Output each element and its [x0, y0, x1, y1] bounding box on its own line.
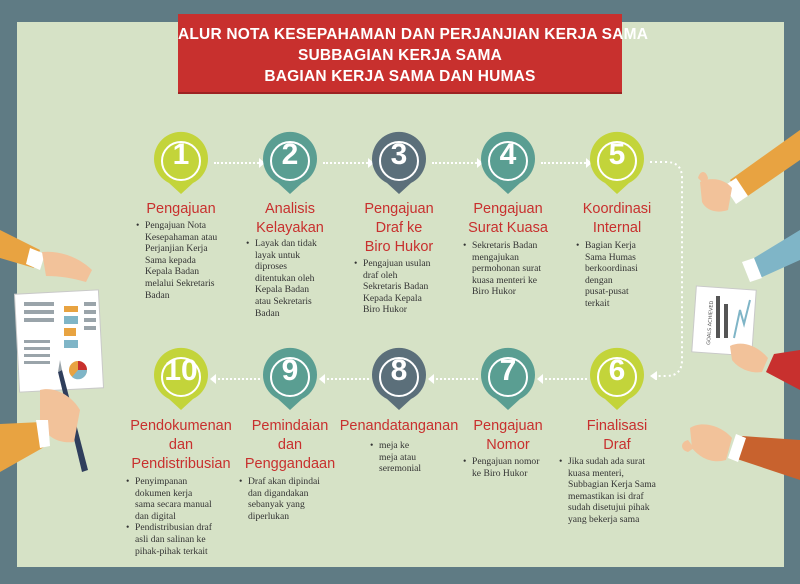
description-text: diperlukan — [248, 510, 290, 522]
title-line-2: SUBBAGIAN KERJA SAMA — [297, 47, 503, 64]
description-text: terkait — [585, 297, 610, 309]
description-text: Layak dan tidak — [255, 238, 317, 249]
description-text: Bagian Kerja — [585, 240, 636, 251]
step-1-title — [126, 200, 236, 219]
bullet-icon: • — [354, 258, 358, 269]
right-paper-label: GOALS ACHIEVED — [706, 300, 716, 346]
step-9-title-line: Pemindaian — [251, 418, 329, 434]
arrow-9-10-icon — [210, 374, 216, 384]
title-banner — [178, 14, 649, 92]
description-line — [354, 281, 454, 293]
step-3-title-line: Draf ke — [375, 220, 423, 236]
step-6-pin — [588, 346, 646, 412]
description-line — [354, 293, 454, 305]
description-text: Kesepahaman atau — [145, 231, 218, 243]
step-10-title-line: Pendokumenan — [130, 418, 232, 434]
step-3-pin — [370, 130, 428, 196]
description-text: Kepala Badan — [255, 284, 310, 296]
step-2-pin — [261, 130, 319, 196]
bullet-icon — [354, 293, 363, 305]
step-8-number: 8 — [390, 354, 408, 387]
description-text: sama secara manual — [135, 499, 212, 511]
description-text: dokumen kerja — [135, 487, 193, 499]
description-text: dan digandakan — [248, 487, 309, 499]
connector-3-4 — [432, 162, 480, 164]
bullet-icon — [136, 232, 145, 244]
step-7-title-line: Pengajuan — [473, 418, 543, 434]
description-line — [126, 488, 246, 500]
step-3-description — [354, 258, 454, 316]
title-line-3: BAGIAN KERJA SAMA DAN HUMAS — [264, 68, 536, 85]
connector-1-2 — [214, 162, 262, 164]
step-4-pin — [479, 130, 537, 196]
description-line — [576, 240, 672, 252]
bullet-icon — [370, 452, 379, 464]
description-line — [559, 456, 679, 468]
bullet-icon: • — [246, 238, 250, 249]
step-8-pin — [370, 346, 428, 412]
description-text: yang bekerja sama — [568, 513, 640, 525]
bullet-icon: • — [576, 240, 580, 251]
step-1-title-line: Pengajuan — [146, 201, 216, 217]
step-1-number: 1 — [172, 138, 190, 171]
description-text: dan digital — [135, 510, 176, 522]
description-line — [463, 456, 563, 468]
step-6-number: 6 — [608, 354, 626, 387]
step-7-pin — [479, 346, 537, 412]
description-text: Subbagian Kerja Sama — [568, 479, 656, 491]
description-text: Sama Humas — [585, 251, 636, 263]
description-text: ditentukan oleh — [255, 272, 315, 284]
description-text: kuasa menteri ke — [472, 274, 537, 286]
bullet-icon — [576, 252, 585, 264]
step-5-number: 5 — [608, 138, 626, 171]
description-line — [463, 468, 563, 480]
description-text: pusat-pusat — [585, 286, 629, 298]
step-2-number: 2 — [281, 138, 299, 171]
description-line — [136, 290, 241, 302]
bullet-icon — [126, 534, 135, 546]
bullet-icon — [126, 499, 135, 511]
step-8-title-line: Penandatanganan — [339, 418, 459, 434]
description-line — [136, 232, 241, 244]
bullet-icon — [136, 278, 145, 290]
description-text: berkoordinasi — [585, 263, 638, 275]
description-line — [370, 463, 460, 475]
description-line — [463, 240, 563, 252]
description-line — [126, 499, 246, 511]
description-line — [136, 278, 241, 290]
step-7-title-line: Nomor — [486, 437, 530, 453]
description-text: asli dan salinan ke — [135, 533, 206, 545]
bullet-icon — [576, 298, 585, 310]
connector-7-8 — [432, 378, 478, 380]
step-2-title — [235, 200, 345, 238]
description-text: Penyimpanan — [135, 476, 188, 487]
description-text: melalui Sekretaris — [145, 277, 215, 289]
description-line — [246, 250, 346, 262]
description-text: layak untuk — [255, 249, 301, 261]
description-text: Badan — [255, 307, 280, 319]
step-8-title — [339, 417, 459, 436]
step-3-title-line: Biro Hukor — [364, 239, 434, 255]
bullet-icon — [136, 255, 145, 267]
step-7-title — [453, 417, 563, 455]
description-line — [576, 275, 672, 287]
step-5-title-line: Internal — [592, 220, 642, 236]
description-line — [246, 238, 346, 250]
arrow-8-9-icon — [319, 374, 325, 384]
bullet-icon: • — [463, 456, 467, 467]
step-5-pin — [588, 130, 646, 196]
step-5-title — [562, 200, 672, 238]
description-line — [370, 440, 460, 452]
step-4-number: 4 — [499, 138, 517, 171]
bullet-icon — [463, 275, 472, 287]
bullet-icon — [463, 252, 472, 264]
step-4-title-line: Surat Kuasa — [468, 220, 548, 236]
bullet-icon — [246, 261, 255, 273]
description-line — [126, 522, 246, 534]
description-text: dengan — [585, 274, 613, 286]
description-text: Sekretaris Badan — [363, 281, 429, 293]
bullet-icon — [559, 502, 568, 514]
description-line — [239, 488, 349, 500]
bullet-icon — [576, 275, 585, 287]
description-text: Pendistribusian draf — [135, 522, 213, 534]
bullet-icon — [126, 546, 135, 558]
bullet-icon — [463, 263, 472, 275]
description-line — [239, 476, 349, 488]
description-line — [246, 296, 346, 308]
description-text: ke Biro Hukor — [472, 467, 528, 479]
bullet-icon — [136, 266, 145, 278]
description-text: seremonial — [379, 463, 422, 475]
description-text: Jika sudah ada surat — [568, 456, 645, 467]
step-10-number: 10 — [164, 354, 198, 387]
bullet-icon — [246, 250, 255, 262]
bullet-icon: • — [239, 476, 243, 487]
connector-2-3 — [323, 162, 371, 164]
bullet-icon — [463, 468, 472, 480]
description-line — [126, 534, 246, 546]
description-line — [559, 491, 679, 503]
step-6-title-line: Finalisasi — [586, 418, 648, 434]
step-6-description — [559, 456, 679, 526]
description-line — [559, 514, 679, 526]
bullet-icon — [354, 281, 363, 293]
description-line — [463, 275, 563, 287]
step-1-description — [136, 220, 241, 301]
connector-8-9 — [323, 378, 369, 380]
description-text: pihak-pihak terkait — [135, 545, 208, 557]
step-8-description — [370, 440, 460, 475]
bullet-icon — [126, 511, 135, 523]
bullet-icon — [559, 491, 568, 503]
description-line — [559, 479, 679, 491]
description-text: Kepada Kepala — [363, 292, 422, 304]
step-10-title-line: Pendistribusian — [131, 456, 231, 472]
step-4-description — [463, 240, 563, 298]
description-text: Sama kepada — [145, 254, 196, 266]
description-text: Draf akan dipindai — [248, 476, 320, 487]
description-text: Pengajuan Nota — [145, 220, 207, 231]
bullet-icon: • — [559, 456, 563, 467]
arrow-6-7-icon — [537, 374, 543, 384]
step-5-description — [576, 240, 672, 310]
description-text: diproses — [255, 261, 287, 273]
step-6-title — [562, 417, 672, 455]
bullet-icon — [246, 284, 255, 296]
arrow-7-8-icon — [428, 374, 434, 384]
step-10-pin — [152, 346, 210, 412]
step-3-title-line: Pengajuan — [364, 201, 434, 217]
description-line — [576, 252, 672, 264]
description-line — [246, 261, 346, 273]
description-line — [463, 263, 563, 275]
step-2-title-line: Kelayakan — [256, 220, 324, 236]
description-text: Sekretaris Badan — [472, 240, 538, 251]
step-7-description — [463, 456, 563, 479]
description-text: meja atau — [379, 451, 417, 463]
description-line — [559, 468, 679, 480]
description-text: Badan — [145, 289, 170, 301]
step-3-title — [344, 200, 454, 257]
description-text: Pengajuan usulan — [363, 258, 431, 269]
connector-4-5 — [541, 162, 589, 164]
description-text: atau Sekretaris — [255, 295, 312, 307]
description-text: mengajukan — [472, 251, 519, 263]
description-line — [246, 308, 346, 320]
step-4-title — [453, 200, 563, 238]
step-10-description — [126, 476, 246, 557]
bullet-icon — [246, 308, 255, 320]
description-line — [370, 452, 460, 464]
step-3-number: 3 — [390, 138, 408, 171]
step-7-number: 7 — [499, 354, 517, 387]
description-text: Perjanjian Kerja — [145, 243, 208, 255]
bullet-icon — [136, 243, 145, 255]
step-2-title-line: Analisis — [265, 201, 315, 217]
description-text: sudah disetujui pihak — [568, 502, 650, 514]
description-line — [576, 263, 672, 275]
left-hands-report-icon — [0, 210, 110, 480]
description-line — [246, 284, 346, 296]
bullet-icon — [559, 514, 568, 526]
description-text: kuasa menteri, — [568, 467, 624, 479]
step-2-description — [246, 238, 346, 319]
description-line — [463, 286, 563, 298]
step-9-title — [235, 417, 345, 474]
description-line — [463, 252, 563, 264]
description-text: draf oleh — [363, 269, 398, 281]
step-9-number: 9 — [281, 354, 299, 387]
bullet-icon — [354, 270, 363, 282]
description-line — [576, 286, 672, 298]
bullet-icon — [576, 263, 585, 275]
description-line — [136, 255, 241, 267]
bullet-icon: • — [463, 240, 467, 251]
bullet-icon — [370, 463, 379, 475]
bullet-icon — [559, 479, 568, 491]
description-text: Biro Hukor — [363, 304, 407, 316]
connector-6-7 — [541, 378, 587, 380]
description-line — [126, 476, 246, 488]
step-6-title-line: Draf — [603, 437, 631, 453]
right-hands-report-icon — [670, 110, 800, 510]
bullet-icon — [463, 286, 472, 298]
step-10-title-line: dan — [168, 437, 194, 453]
step-4-title-line: Pengajuan — [473, 201, 543, 217]
bullet-icon — [136, 290, 145, 302]
description-line — [354, 304, 454, 316]
description-text: Kepala Badan — [145, 266, 200, 278]
bullet-icon — [354, 304, 363, 316]
step-9-pin — [261, 346, 319, 412]
bullet-icon — [126, 488, 135, 500]
bullet-icon: • — [136, 220, 140, 231]
description-line — [126, 511, 246, 523]
bullet-icon: • — [126, 522, 130, 534]
description-line — [246, 273, 346, 285]
bullet-icon — [246, 273, 255, 285]
step-9-description — [239, 476, 349, 522]
description-line — [136, 220, 241, 232]
description-line — [239, 499, 349, 511]
description-text: memastikan isi draf — [568, 490, 644, 502]
description-text: Pengajuan nomor — [472, 456, 540, 467]
step-10-title — [122, 417, 240, 474]
description-line — [559, 502, 679, 514]
description-text: sebanyak yang — [248, 499, 305, 511]
step-1-pin — [152, 130, 210, 196]
bullet-icon — [246, 296, 255, 308]
bullet-icon — [576, 286, 585, 298]
bullet-icon: • — [126, 476, 130, 487]
step-9-title-line: Penggandaan — [244, 456, 336, 472]
bullet-icon: • — [370, 440, 374, 451]
description-line — [354, 270, 454, 282]
step-9-title-line: dan — [277, 437, 303, 453]
description-line — [126, 546, 246, 558]
connector-9-10 — [214, 378, 260, 380]
description-line — [136, 266, 241, 278]
description-text: permohonan surat — [472, 263, 542, 275]
description-line — [136, 243, 241, 255]
description-text: meja ke — [379, 440, 410, 451]
description-line — [239, 511, 349, 523]
description-text: Biro Hukor — [472, 286, 516, 298]
description-line — [354, 258, 454, 270]
description-line — [576, 298, 672, 310]
title-line-1: ALUR NOTA KESEPAHAMAN DAN PERJANJIAN KERJA SAMA — [178, 26, 649, 43]
step-5-title-line: Koordinasi — [582, 201, 652, 217]
